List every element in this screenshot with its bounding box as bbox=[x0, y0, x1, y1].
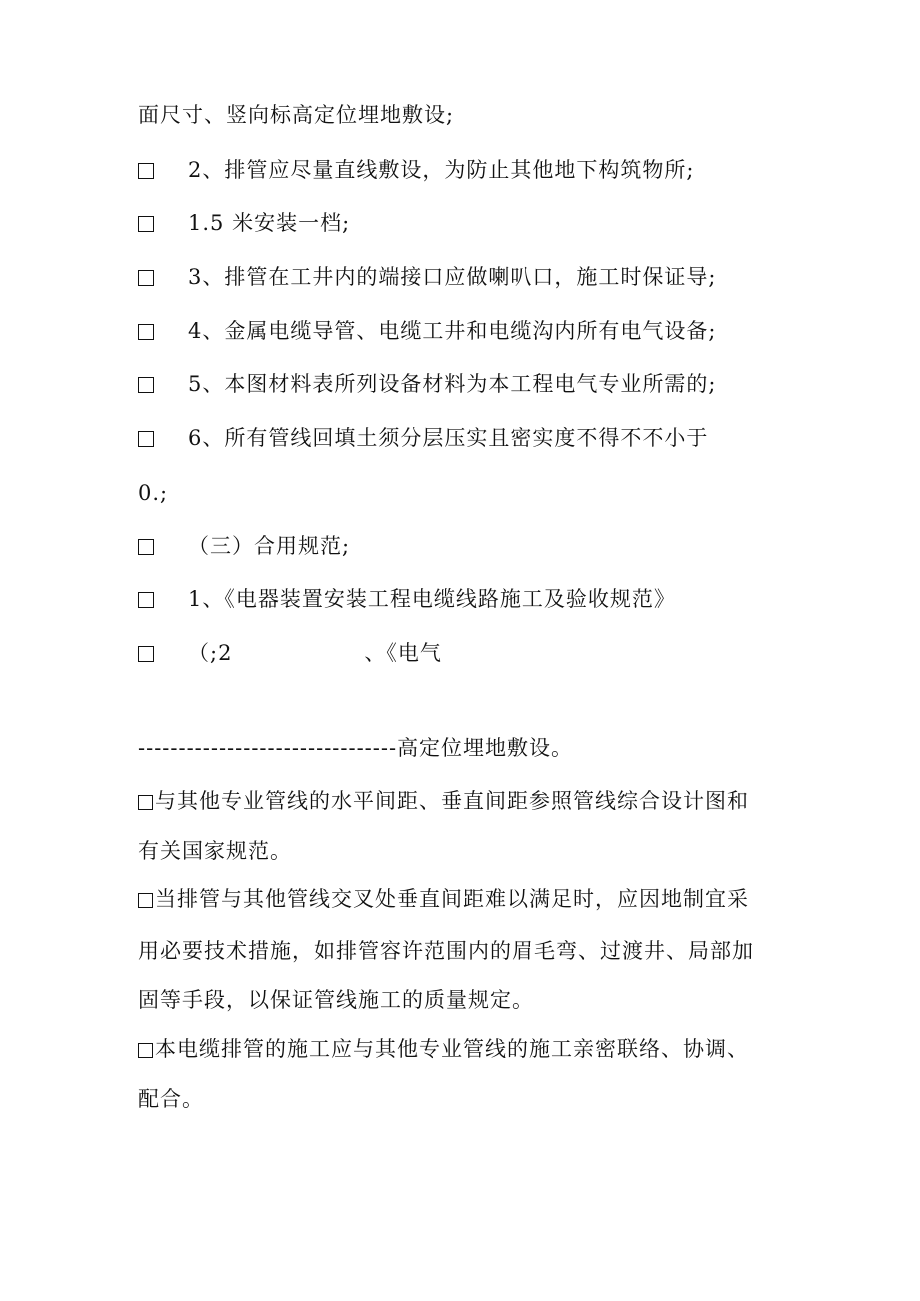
paragraph-line bbox=[138, 1034, 749, 1064]
line-text: 用必要技术措施，如排管容许范围内的眉毛弯、过渡井、局部加 bbox=[138, 939, 754, 963]
checklist-item bbox=[138, 423, 708, 453]
line-text: 本电缆排管的施工应与其他专业管线的施工亲密联络、协调、 bbox=[155, 1037, 749, 1061]
checkbox-icon bbox=[138, 431, 154, 447]
item-text: （;2 、《电气 bbox=[188, 641, 442, 665]
line-text: 固等手段，以保证管线施工的质量规定。 bbox=[138, 988, 534, 1012]
paragraph-line bbox=[138, 884, 749, 914]
item-text: 6、所有管线回填土须分层压实且密实度不得不不小于 bbox=[188, 426, 709, 450]
checklist-item bbox=[138, 369, 716, 399]
paragraph-line bbox=[138, 786, 749, 816]
checkbox-icon bbox=[138, 163, 154, 179]
paragraph-line bbox=[138, 985, 534, 1015]
item-text: 1.5 米安装一档; bbox=[188, 211, 351, 235]
item-text: （三）合用规范; bbox=[188, 534, 351, 558]
line-text: 0.; bbox=[138, 481, 169, 505]
item-text: 1、《电器装置安装工程电缆线路施工及验收规范》 bbox=[188, 587, 676, 611]
checklist-item bbox=[138, 208, 350, 238]
paragraph-line bbox=[138, 1084, 204, 1114]
dash-line bbox=[138, 733, 573, 763]
line-text: 当排管与其他管线交叉处垂直间距难以满足时，应因地制宜采 bbox=[155, 887, 749, 911]
line-text: 有关国家规范。 bbox=[138, 839, 292, 863]
checkbox-icon bbox=[138, 539, 154, 555]
checklist-item bbox=[138, 155, 694, 185]
checklist-item bbox=[138, 584, 676, 614]
line-text: 配合。 bbox=[138, 1087, 204, 1111]
checkbox-icon bbox=[138, 646, 154, 662]
line-text: 面尺寸、竖向标高定位埋地敷设; bbox=[138, 103, 455, 127]
checkbox-icon bbox=[138, 893, 153, 908]
item-text: 5、本图材料表所列设备材料为本工程电气专业所需的; bbox=[188, 372, 717, 396]
checkbox-icon bbox=[138, 592, 154, 608]
checklist-item bbox=[138, 316, 716, 346]
line-text: 与其他专业管线的水平间距、垂直间距参照管线综合设计图和 bbox=[155, 789, 749, 813]
paragraph-line bbox=[138, 836, 292, 866]
paragraph-line bbox=[138, 936, 754, 966]
item-text: 3、排管在工井内的端接口应做喇叭口，施工时保证导; bbox=[188, 265, 717, 289]
checkbox-icon bbox=[138, 216, 154, 232]
checklist-item bbox=[138, 262, 716, 292]
checkbox-icon bbox=[138, 270, 154, 286]
line-text: --------------------------------高定位埋地敷设。 bbox=[138, 736, 574, 760]
text-line bbox=[138, 100, 454, 130]
item-text: 2、排管应尽量直线敷设，为防止其他地下构筑物所; bbox=[188, 158, 695, 182]
checklist-item bbox=[138, 638, 442, 668]
checkbox-icon bbox=[138, 1043, 153, 1058]
item-text: 4、金属电缆导管、电缆工井和电缆沟内所有电气设备; bbox=[188, 319, 717, 343]
checkbox-icon bbox=[138, 324, 154, 340]
checkbox-icon bbox=[138, 795, 153, 810]
checklist-item bbox=[138, 531, 350, 561]
checkbox-icon bbox=[138, 377, 154, 393]
text-line bbox=[138, 478, 168, 508]
